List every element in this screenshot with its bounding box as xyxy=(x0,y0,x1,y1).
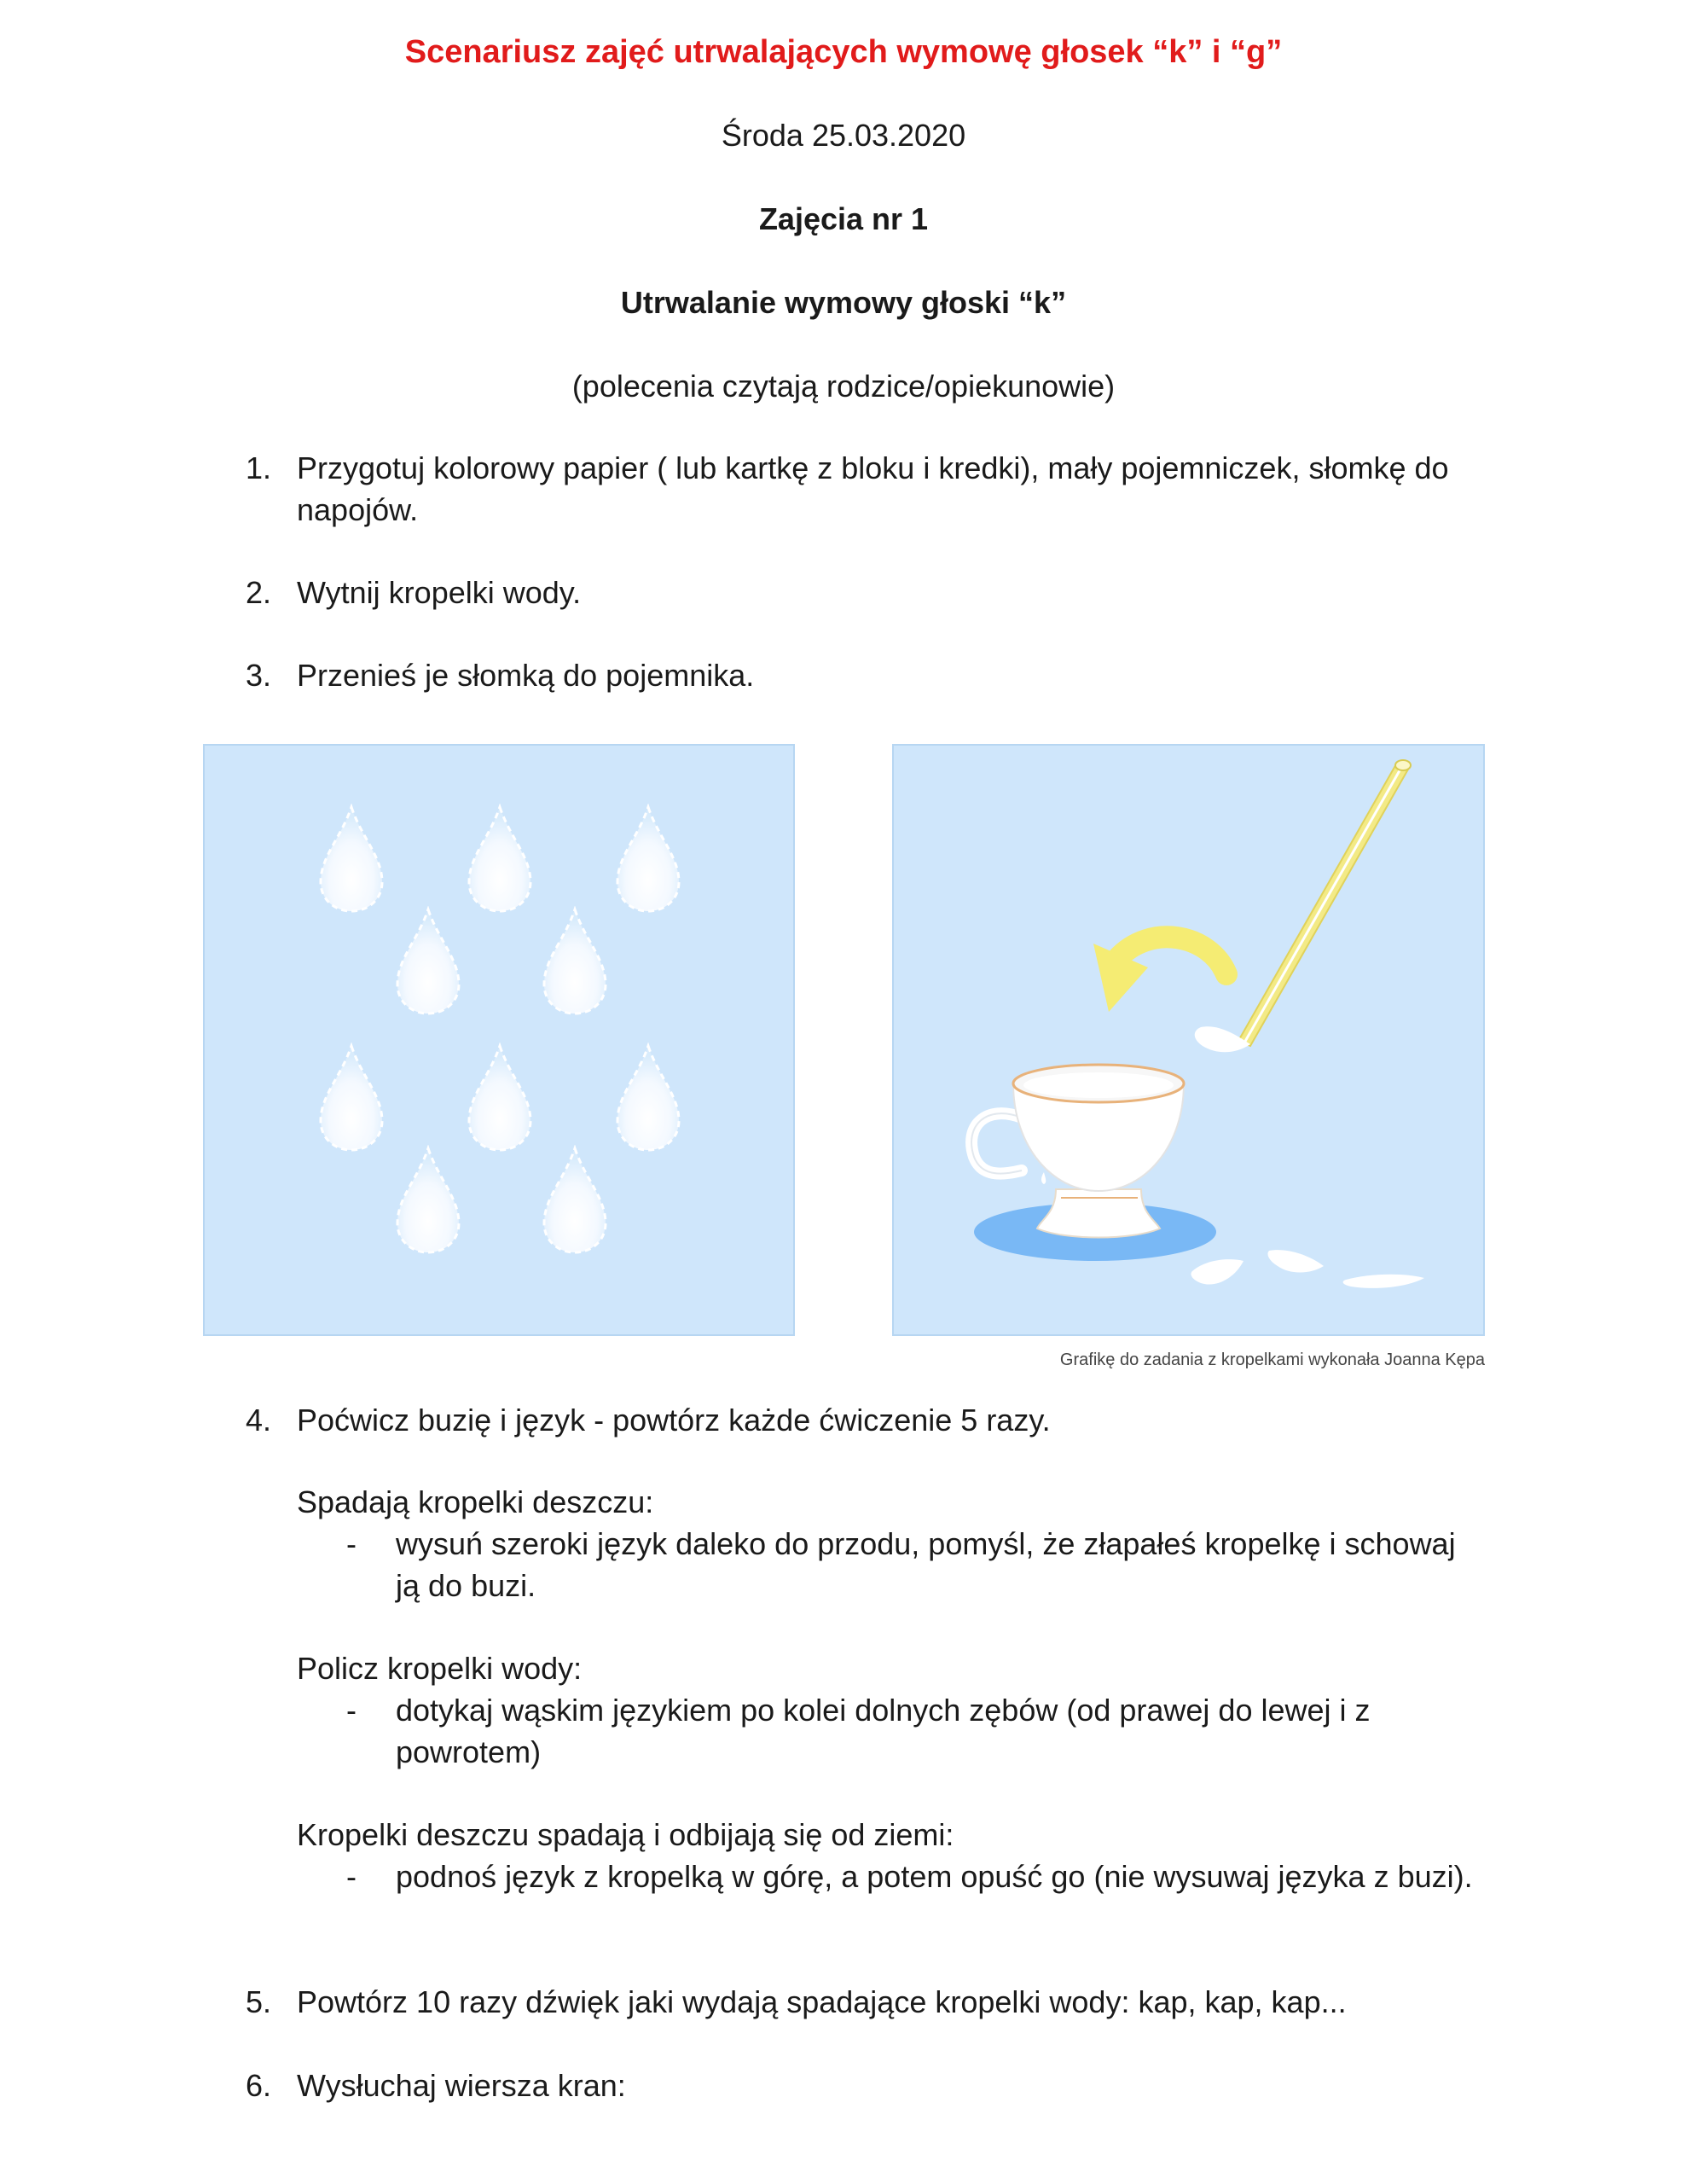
bullet-dash: - xyxy=(346,1859,357,1894)
illustration-credit: Grafikę do zadania z kropelkami wykonała Joanna Kępa xyxy=(1059,1350,1485,1369)
lesson-subtitle: Utrwalanie wymowy głoski “k” xyxy=(620,285,1067,320)
page-title: Scenariusz zajęć utrwalających wymowę głosek “k” i “g” xyxy=(404,34,1283,70)
exercise-step-text: podnoś język z kropelką w górę, a potem opuść go (nie wysuwaj języka z buzi). xyxy=(396,1859,1473,1894)
curved-arrow-icon xyxy=(1093,937,1226,1012)
exercise-step-text: dotykaj wąskim językiem po kolei dolnych zębów (od prawej do lewej i z powrotem) xyxy=(396,1693,1371,1769)
water-drops-icon xyxy=(205,746,795,1336)
bullet-dash: - xyxy=(346,1693,357,1728)
exercise-step-text: wysuń szeroki język daleko do przodu, pomyśl, że złapałeś kropelkę i schowaj ją do buzi. xyxy=(396,1526,1456,1603)
date: Środa 25.03.2020 xyxy=(721,118,966,153)
list-item-number: 4. xyxy=(246,1403,272,1438)
lesson-number: Zajęcia nr 1 xyxy=(758,201,929,236)
list-item-text: Poćwicz buzię i język - powtórz każde ćwiczenie 5 razy. xyxy=(297,1403,1051,1438)
straw-icon xyxy=(1238,760,1411,1046)
water-drops-illustration xyxy=(203,744,795,1336)
list-item-text: Wytnij kropelki wody. xyxy=(297,575,582,610)
exercise-heading: Spadają kropelki deszczu: xyxy=(297,1484,654,1519)
list-item-text: Przygotuj kolorowy papier ( lub kartkę z bloku i kredki), mały pojemniczek, słomkę do napojów. xyxy=(297,450,1449,527)
list-item-number: 5. xyxy=(246,1984,272,2019)
list-item-text: Przenieś je słomką do pojemnika. xyxy=(297,658,755,693)
instruction-note: (polecenia czytają rodzice/opiekunowie) xyxy=(571,369,1116,404)
teacup-icon xyxy=(894,746,1485,1336)
list-item-number: 1. xyxy=(246,450,272,485)
list-item-number: 3. xyxy=(246,658,272,693)
exercise-heading: Policz kropelki wody: xyxy=(297,1651,583,1686)
teacup-straw-illustration xyxy=(892,744,1485,1336)
bullet-dash: - xyxy=(346,1526,357,1561)
list-item-number: 2. xyxy=(246,575,272,610)
list-item-text: Wysłuchaj wiersza kran: xyxy=(297,2068,626,2103)
list-item-number: 6. xyxy=(246,2068,272,2103)
exercise-heading: Kropelki deszczu spadają i odbijają się od ziemi: xyxy=(297,1817,954,1852)
list-item-text: Powtórz 10 razy dźwięk jaki wydają spadające kropelki wody: kap, kap, kap... xyxy=(297,1984,1347,2019)
